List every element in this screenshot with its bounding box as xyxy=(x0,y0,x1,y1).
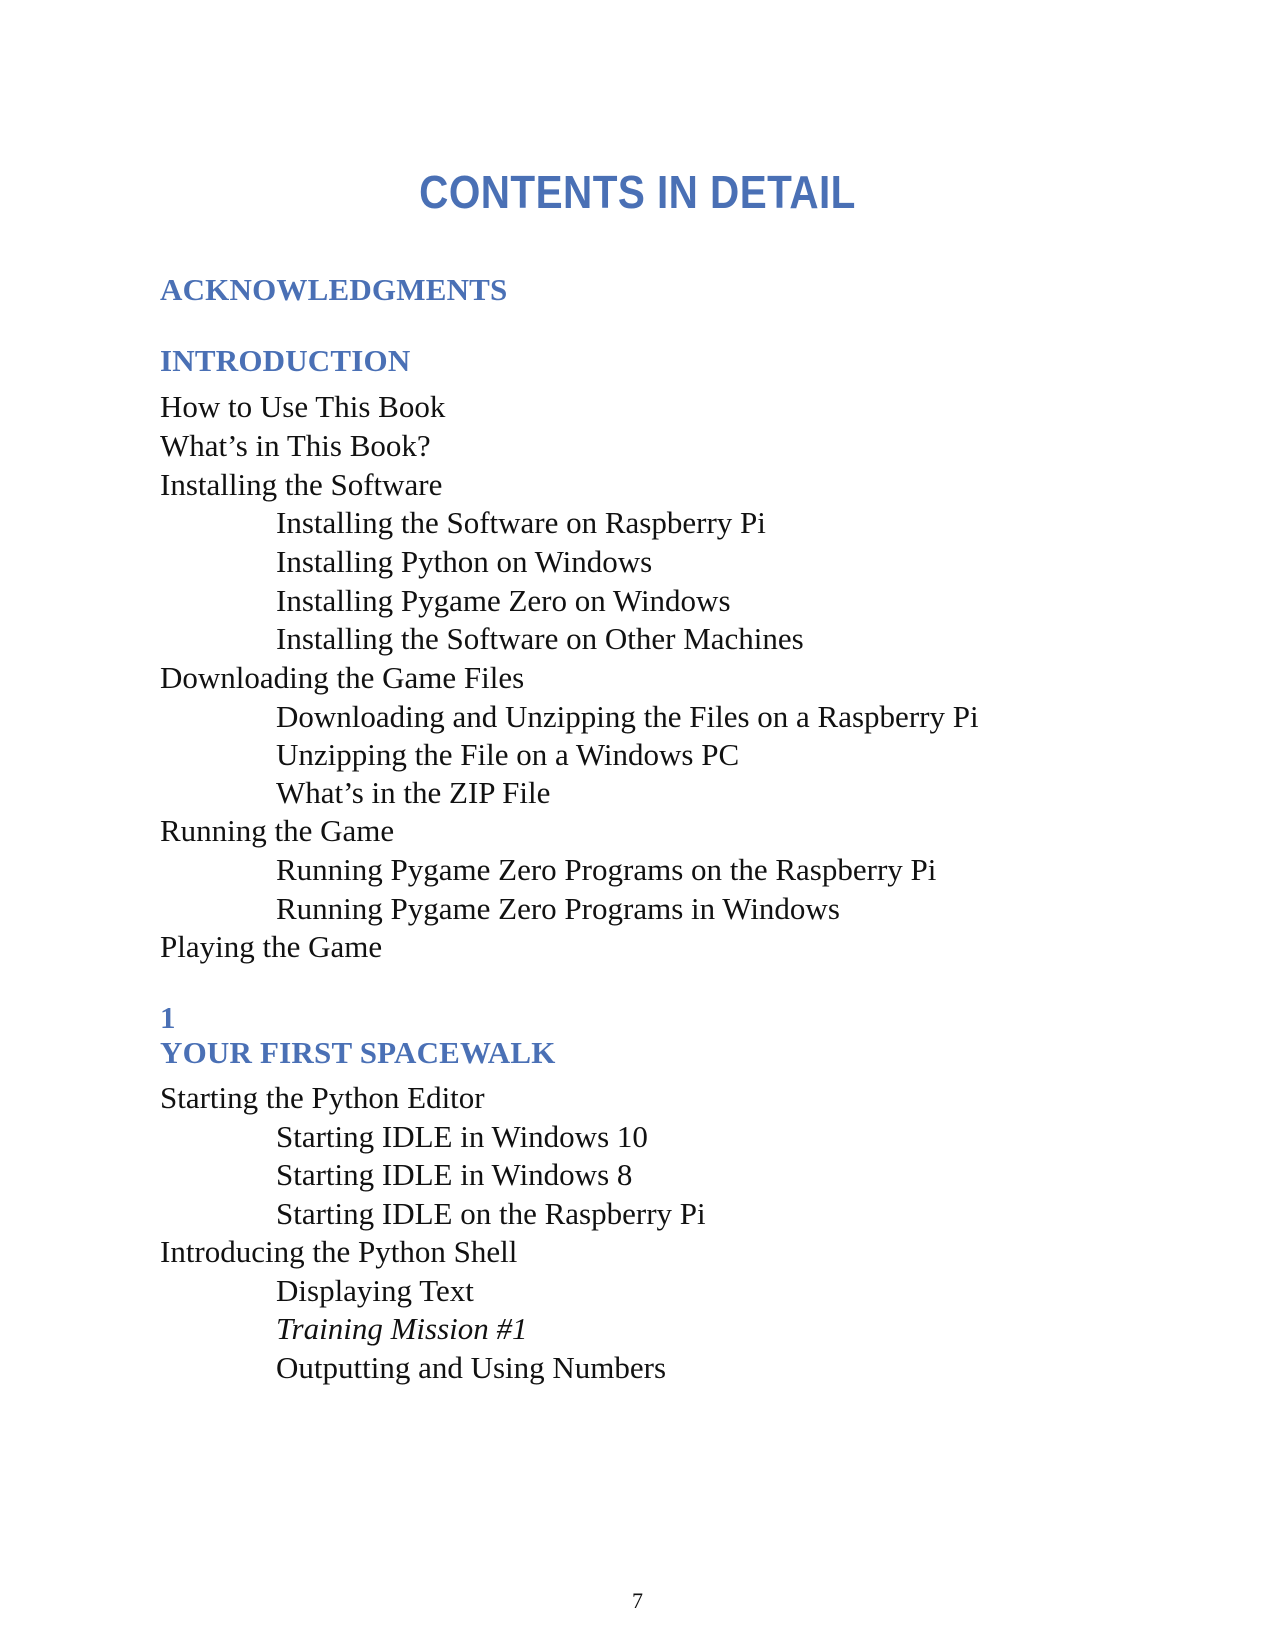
section-heading-introduction[interactable]: INTRODUCTION xyxy=(160,343,411,378)
toc-subentry[interactable]: Starting IDLE on the Raspberry Pi xyxy=(276,1196,706,1231)
toc-entry[interactable]: Running the Game xyxy=(160,813,395,848)
toc-entry[interactable]: What’s in This Book? xyxy=(160,428,431,463)
toc-entry[interactable]: Starting the Python Editor xyxy=(160,1080,485,1115)
toc-entry[interactable]: Introducing the Python Shell xyxy=(160,1234,518,1269)
toc-subentry[interactable]: Running Pygame Zero Programs on the Raspberry Pi xyxy=(276,852,937,887)
toc-subentry[interactable]: Installing the Software on Raspberry Pi xyxy=(276,505,766,540)
toc-subentry[interactable]: Installing Pygame Zero on Windows xyxy=(276,583,731,618)
section-heading-chapter-1[interactable]: YOUR FIRST SPACEWALK xyxy=(160,1035,556,1070)
toc-subentry[interactable]: Running Pygame Zero Programs in Windows xyxy=(276,891,840,926)
toc-entry[interactable]: Playing the Game xyxy=(160,929,383,964)
toc-subentry[interactable]: Installing Python on Windows xyxy=(276,544,653,579)
toc-entry[interactable]: Installing the Software xyxy=(160,467,443,502)
page-number: 7 xyxy=(632,1588,643,1613)
chapter-number: 1 xyxy=(160,1000,176,1035)
page-title: CONTENTS IN DETAIL xyxy=(419,166,856,218)
toc-subentry[interactable]: Training Mission #1 xyxy=(276,1311,528,1346)
toc-subentry[interactable]: Unzipping the File on a Windows PC xyxy=(276,737,740,772)
toc-subentry[interactable]: Displaying Text xyxy=(276,1273,474,1308)
section-heading-acknowledgments[interactable]: ACKNOWLEDGMENTS xyxy=(160,272,508,307)
toc-subentry[interactable]: Downloading and Unzipping the Files on a Raspberry Pi xyxy=(276,699,979,734)
toc-subentry[interactable]: What’s in the ZIP File xyxy=(276,775,551,810)
toc-subentry[interactable]: Starting IDLE in Windows 10 xyxy=(276,1119,648,1154)
toc-entry[interactable]: Downloading the Game Files xyxy=(160,660,525,695)
toc-entry[interactable]: How to Use This Book xyxy=(160,389,446,424)
toc-subentry[interactable]: Starting IDLE in Windows 8 xyxy=(276,1157,633,1192)
toc-subentry[interactable]: Installing the Software on Other Machines xyxy=(276,621,804,656)
toc-subentry[interactable]: Outputting and Using Numbers xyxy=(276,1350,667,1385)
